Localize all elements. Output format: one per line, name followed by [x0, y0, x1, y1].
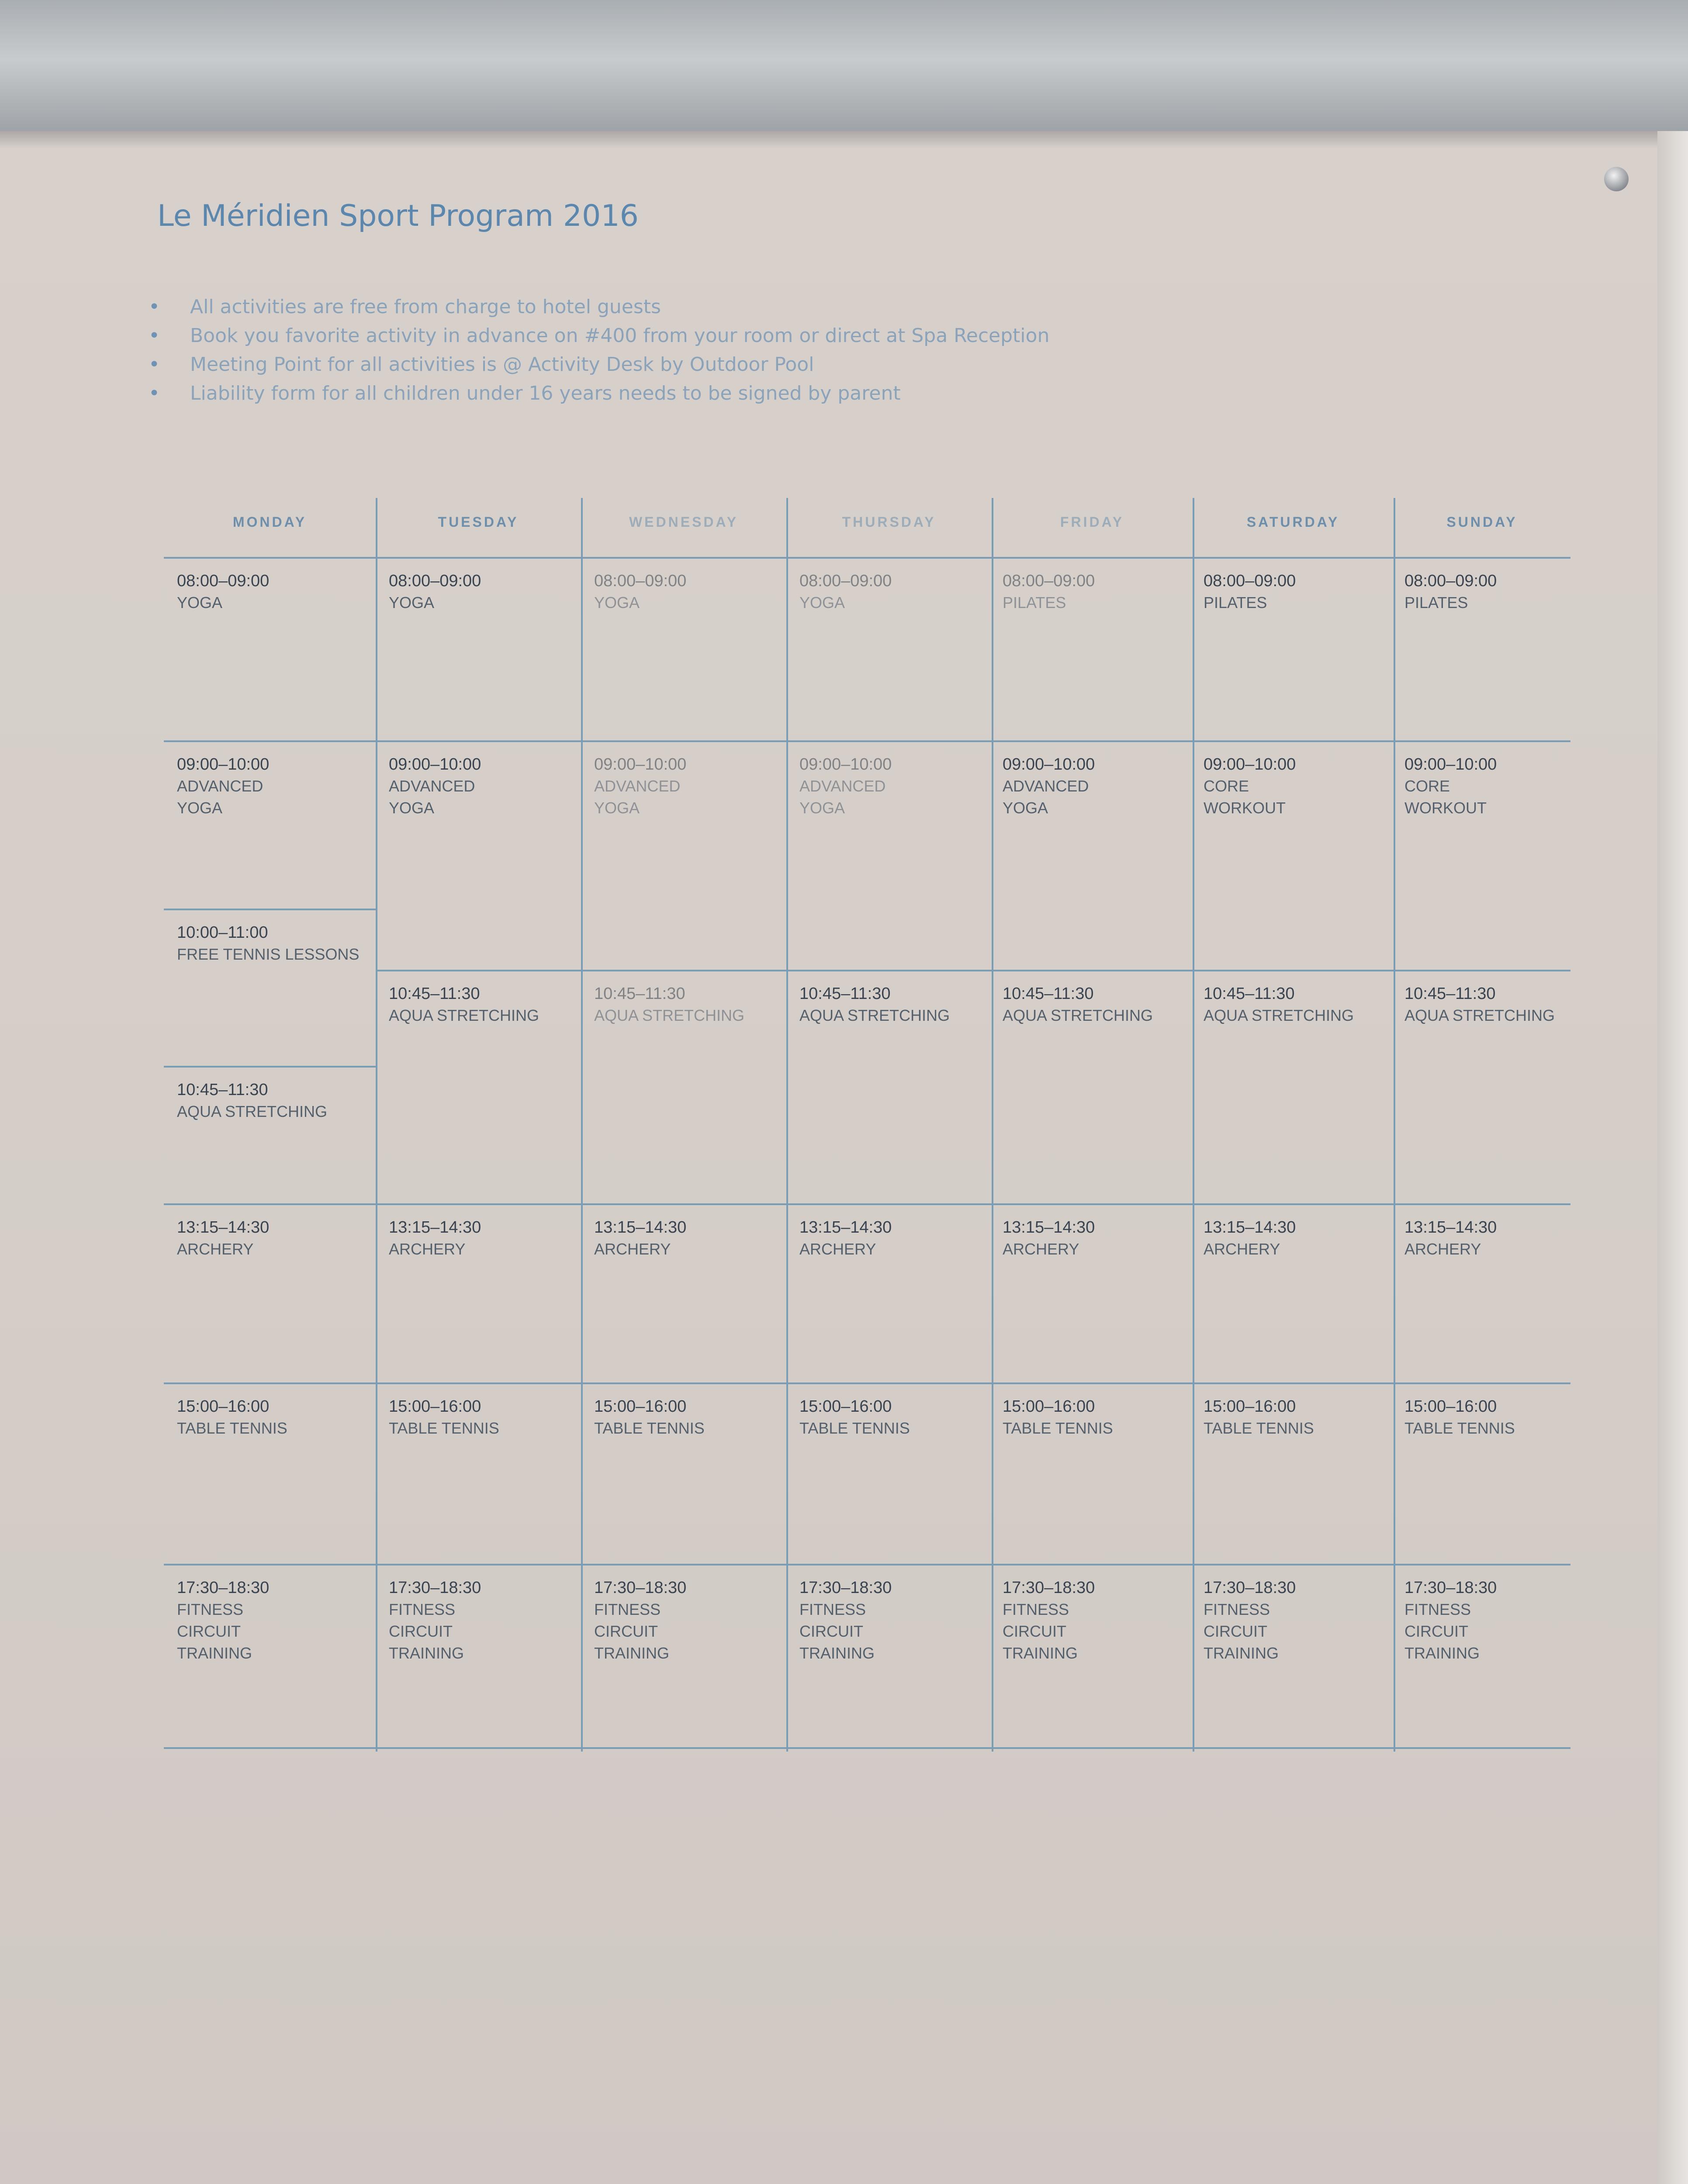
cell-time: 10:45–11:30 — [1003, 985, 1094, 1003]
cell-activity: PILATES — [1003, 594, 1066, 612]
schedule-cell — [1404, 983, 1555, 1026]
cell-activity: AQUA STRETCHING — [594, 1006, 745, 1024]
day-header-wednesday: WEDNESDAY — [629, 514, 739, 530]
cell-activity: TABLE TENNIS — [1003, 1419, 1113, 1437]
cell-time: 09:00–10:00 — [389, 755, 481, 774]
schedule-cell — [1003, 1396, 1113, 1439]
cell-activity: ADVANCED YOGA — [1003, 777, 1089, 817]
cell-time: 08:00–09:00 — [389, 572, 481, 590]
cell-time: 09:00–10:00 — [594, 755, 687, 774]
cell-time: 17:30–18:30 — [1003, 1579, 1095, 1597]
day-header-saturday: SATURDAY — [1246, 514, 1340, 530]
schedule-cell — [389, 1216, 481, 1260]
schedule-cell — [1404, 570, 1497, 614]
row-divider — [164, 1747, 1570, 1749]
schedule-cell — [389, 753, 481, 819]
row-divider — [164, 557, 1570, 559]
cell-time: 15:00–16:00 — [389, 1397, 481, 1416]
bullet-item: • Meeting Point for all activities is @ Activity Desk by Outdoor Pool — [149, 350, 1049, 379]
cell-time: 08:00–09:00 — [594, 572, 687, 590]
cell-time: 15:00–16:00 — [177, 1397, 270, 1416]
cell-time: 10:45–11:30 — [389, 985, 480, 1003]
schedule-cell — [1204, 1577, 1296, 1664]
cell-activity: CORE WORKOUT — [1204, 777, 1286, 817]
schedule-cell — [1404, 1577, 1497, 1664]
cell-time: 08:00–09:00 — [177, 572, 270, 590]
day-header-sunday: SUNDAY — [1446, 514, 1518, 530]
schedule-cell — [389, 1577, 481, 1664]
cell-activity: ADVANCED YOGA — [177, 777, 263, 817]
cell-activity: FITNESS CIRCUIT TRAINING — [1204, 1600, 1279, 1662]
cell-activity: ARCHERY — [1404, 1240, 1481, 1258]
schedule-cell — [799, 983, 950, 1026]
cell-time: 10:45–11:30 — [1204, 985, 1295, 1003]
cell-activity: YOGA — [177, 594, 223, 612]
cell-activity: FITNESS CIRCUIT TRAINING — [177, 1600, 253, 1662]
schedule-cell — [177, 1079, 327, 1123]
cell-time: 17:30–18:30 — [177, 1579, 270, 1597]
cell-activity: FITNESS CIRCUIT TRAINING — [594, 1600, 670, 1662]
schedule-cell — [799, 1216, 892, 1260]
cell-time: 15:00–16:00 — [799, 1397, 892, 1416]
schedule-table — [164, 498, 1570, 1752]
schedule-cell — [799, 1577, 892, 1664]
cell-activity: AQUA STRETCHING — [177, 1102, 328, 1120]
cell-activity: ADVANCED YOGA — [594, 777, 681, 817]
schedule-cell — [177, 922, 359, 965]
schedule-cell — [1404, 753, 1497, 819]
schedule-cell — [177, 1396, 287, 1439]
cell-activity: TABLE TENNIS — [1404, 1419, 1515, 1437]
cell-activity: ADVANCED YOGA — [799, 777, 886, 817]
cell-time: 08:00–09:00 — [1404, 572, 1497, 590]
cell-time: 13:15–14:30 — [1003, 1218, 1095, 1237]
cell-activity: YOGA — [799, 594, 845, 612]
cell-activity: ARCHERY — [177, 1240, 254, 1258]
schedule-cell — [177, 753, 269, 819]
cell-activity: ARCHERY — [799, 1240, 876, 1258]
cell-activity: TABLE TENNIS — [1204, 1419, 1314, 1437]
cell-time: 10:45–11:30 — [799, 985, 891, 1003]
row-divider — [164, 909, 376, 910]
cell-time: 08:00–09:00 — [799, 572, 892, 590]
cell-time: 08:00–09:00 — [1003, 572, 1095, 590]
cell-activity: FITNESS CIRCUIT TRAINING — [1003, 1600, 1078, 1662]
cell-activity: ARCHERY — [1003, 1240, 1079, 1258]
schedule-cell — [799, 753, 892, 819]
cell-time: 15:00–16:00 — [1003, 1397, 1095, 1416]
cell-time: 15:00–16:00 — [1404, 1397, 1497, 1416]
info-bullets — [149, 293, 1049, 408]
cell-time: 13:15–14:30 — [1404, 1218, 1497, 1237]
cell-activity: TABLE TENNIS — [177, 1419, 287, 1437]
schedule-cell — [1204, 983, 1354, 1026]
schedule-cell — [177, 1216, 269, 1260]
cell-time: 13:15–14:30 — [177, 1218, 270, 1237]
cell-time: 08:00–09:00 — [1204, 572, 1296, 590]
schedule-cell — [594, 570, 686, 614]
cell-time: 09:00–10:00 — [799, 755, 892, 774]
hanger-rod — [0, 0, 1688, 131]
schedule-cell — [1404, 1216, 1497, 1260]
schedule-cell — [594, 1577, 686, 1664]
schedule-cell — [389, 1396, 499, 1439]
schedule-cell — [594, 983, 744, 1026]
schedule-cell — [177, 570, 269, 614]
cell-time: 09:00–10:00 — [1003, 755, 1095, 774]
cell-activity: ADVANCED YOGA — [389, 777, 475, 817]
cell-time: 10:00–11:00 — [177, 923, 268, 942]
cell-time: 09:00–10:00 — [1204, 755, 1296, 774]
cell-activity: AQUA STRETCHING — [389, 1006, 540, 1024]
schedule-cell — [1204, 1216, 1296, 1260]
cell-time: 15:00–16:00 — [594, 1397, 687, 1416]
cell-time: 13:15–14:30 — [1204, 1218, 1296, 1237]
schedule-cell — [799, 1396, 910, 1439]
cell-activity: FREE TENNIS LESSONS — [177, 945, 360, 963]
cell-activity: AQUA STRETCHING — [799, 1006, 950, 1024]
cell-activity: CORE WORKOUT — [1404, 777, 1487, 817]
schedule-cell — [1204, 753, 1296, 819]
schedule-cell — [594, 753, 686, 819]
day-header-tuesday: TUESDAY — [438, 514, 519, 530]
bullet-item: • All activities are free from charge to hotel guests — [149, 293, 1049, 321]
schedule-cell — [799, 570, 892, 614]
cell-activity: FITNESS CIRCUIT TRAINING — [1404, 1600, 1480, 1662]
schedule-cell — [1204, 570, 1296, 614]
cell-activity: FITNESS CIRCUIT TRAINING — [389, 1600, 464, 1662]
row-divider — [164, 1066, 376, 1068]
page-title: Le Méridien Sport Program 2016 — [157, 199, 639, 233]
schedule-cell — [389, 983, 539, 1026]
cell-time: 09:00–10:00 — [1404, 755, 1497, 774]
cell-activity: AQUA STRETCHING — [1003, 1006, 1153, 1024]
schedule-cell — [594, 1216, 686, 1260]
rod-shadow — [0, 131, 1688, 149]
bullet-item: • Liability form for all children under 16 years needs to be signed by parent — [149, 379, 1049, 408]
cell-time: 10:45–11:30 — [594, 985, 685, 1003]
schedule-cell — [1003, 983, 1153, 1026]
schedule-cell — [1003, 753, 1095, 819]
cell-time: 17:30–18:30 — [799, 1579, 892, 1597]
cell-time: 10:45–11:30 — [177, 1081, 268, 1099]
cell-activity: TABLE TENNIS — [799, 1419, 910, 1437]
row-divider — [164, 740, 1570, 742]
cell-activity: TABLE TENNIS — [594, 1419, 705, 1437]
row-divider — [376, 970, 1570, 971]
bullet-item: • Book you favorite activity in advance on #400 from your room or direct at Spa Reception — [149, 321, 1049, 350]
row-divider — [164, 1564, 1570, 1565]
row-divider — [164, 1382, 1570, 1384]
schedule-cell — [1404, 1396, 1515, 1439]
schedule-cell — [1003, 570, 1095, 614]
cell-activity: AQUA STRETCHING — [1404, 1006, 1555, 1024]
cell-activity: AQUA STRETCHING — [1204, 1006, 1354, 1024]
schedule-cell — [1204, 1396, 1314, 1439]
row-divider — [164, 1203, 1570, 1205]
cell-activity: ARCHERY — [389, 1240, 466, 1258]
cell-activity: TABLE TENNIS — [389, 1419, 499, 1437]
cell-time: 13:15–14:30 — [594, 1218, 687, 1237]
cell-time: 13:15–14:30 — [799, 1218, 892, 1237]
day-header-monday: MONDAY — [232, 514, 307, 530]
cell-time: 17:30–18:30 — [1204, 1579, 1296, 1597]
day-header-friday: FRIDAY — [1060, 514, 1124, 530]
screw-icon — [1604, 167, 1629, 191]
cell-activity: YOGA — [594, 594, 640, 612]
cell-activity: PILATES — [1204, 594, 1267, 612]
cell-time: 13:15–14:30 — [389, 1218, 481, 1237]
schedule-cell — [177, 1577, 269, 1664]
schedule-cell — [1003, 1577, 1095, 1664]
frame-edge — [1657, 131, 1688, 2184]
cell-time: 10:45–11:30 — [1404, 985, 1496, 1003]
cell-time: 15:00–16:00 — [1204, 1397, 1296, 1416]
cell-activity: FITNESS CIRCUIT TRAINING — [799, 1600, 875, 1662]
cell-time: 17:30–18:30 — [594, 1579, 687, 1597]
cell-activity: ARCHERY — [594, 1240, 671, 1258]
schedule-cell — [1003, 1216, 1095, 1260]
schedule-cell — [594, 1396, 705, 1439]
cell-time: 09:00–10:00 — [177, 755, 270, 774]
cell-time: 17:30–18:30 — [389, 1579, 481, 1597]
cell-activity: ARCHERY — [1204, 1240, 1280, 1258]
cell-time: 17:30–18:30 — [1404, 1579, 1497, 1597]
day-header-thursday: THURSDAY — [842, 514, 936, 530]
schedule-cell — [389, 570, 481, 614]
cell-activity: PILATES — [1404, 594, 1468, 612]
cell-activity: YOGA — [389, 594, 435, 612]
